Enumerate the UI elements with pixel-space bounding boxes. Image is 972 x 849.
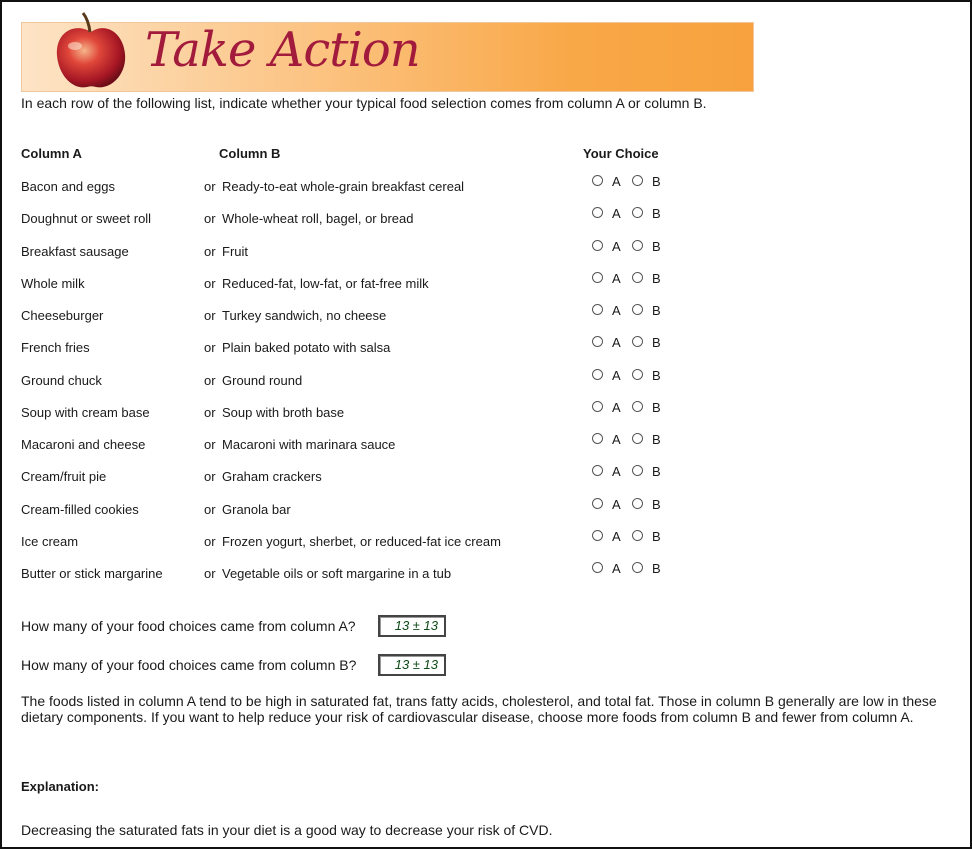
choice-a-label: A: [612, 335, 621, 351]
or-connector: or: [204, 243, 216, 259]
or-connector: or: [204, 533, 216, 549]
choice-a-label: A: [612, 367, 621, 383]
choice-b-label: B: [652, 528, 661, 544]
banner-title: Take Action: [145, 22, 420, 78]
column-b-food: Plain baked potato with salsa: [222, 340, 391, 356]
choice-b-radio[interactable]: [632, 304, 643, 315]
or-connector: or: [204, 340, 216, 356]
choice-a-label: A: [612, 528, 621, 544]
column-a-food: Breakfast sausage: [21, 243, 129, 259]
column-a-food: Doughnut or sweet roll: [21, 211, 152, 227]
choice-a-label: A: [612, 399, 621, 415]
choice-a-radio[interactable]: [592, 433, 603, 444]
or-connector: or: [204, 566, 216, 581]
choice-a-radio[interactable]: [592, 562, 603, 573]
or-connector: or: [204, 501, 216, 517]
choice-b-radio[interactable]: [632, 207, 643, 218]
table-row: [0, 270, 972, 293]
column-b-food: Frozen yogurt, sherbet, or reduced-fat ice cream: [222, 533, 501, 549]
choice-a-radio[interactable]: [592, 272, 603, 283]
choice-b-radio[interactable]: [632, 240, 643, 251]
column-b-food: Turkey sandwich, no cheese: [222, 308, 387, 323]
column-b-food: Reduced-fat, low-fat, or fat-free milk: [222, 275, 429, 291]
choice-a-label: A: [612, 206, 621, 222]
column-b-food: Whole-wheat roll, bagel, or bread: [222, 211, 414, 227]
choice-a-radio[interactable]: [592, 369, 603, 380]
choice-b-radio[interactable]: [632, 369, 643, 380]
choice-a-label: A: [612, 303, 621, 318]
table-row: [0, 208, 972, 228]
column-b-food: Graham crackers: [222, 469, 322, 485]
table-row: [0, 563, 972, 583]
or-connector: or: [204, 275, 216, 291]
column-a-food: Cream/fruit pie: [21, 469, 107, 485]
column-b-food: Ready-to-eat whole-grain breakfast cereal: [222, 179, 465, 194]
table-row: [0, 176, 972, 196]
choice-b-label: B: [652, 367, 661, 383]
or-connector: or: [204, 179, 216, 194]
choice-a-label: A: [612, 464, 621, 480]
question-column-a-label: How many of your food choices came from column A?: [21, 618, 356, 634]
choice-b-label: B: [652, 496, 661, 512]
column-a-food: Soup with cream base: [21, 404, 150, 420]
table-row: [0, 399, 972, 422]
apple-icon: [53, 10, 129, 90]
choice-b-radio[interactable]: [632, 175, 643, 186]
column-a-food: Cheeseburger: [21, 308, 104, 323]
column-b-food: Soup with broth base: [222, 404, 345, 420]
or-connector: or: [204, 437, 216, 452]
column-b-header: Column B: [219, 146, 281, 161]
choice-b-label: B: [652, 238, 661, 254]
choice-a-radio[interactable]: [592, 401, 603, 412]
choice-b-radio[interactable]: [632, 562, 643, 573]
choice-a-label: A: [612, 561, 621, 576]
choice-b-radio[interactable]: [632, 498, 643, 509]
choice-b-radio[interactable]: [632, 336, 643, 347]
table-row: [0, 466, 972, 486]
explanation-text: Decreasing the saturated fats in your diet is a good way to decrease your risk of CVD.: [21, 822, 553, 838]
choice-a-label: A: [612, 174, 621, 189]
choice-b-radio[interactable]: [632, 272, 643, 283]
choice-a-label: A: [612, 432, 621, 447]
choice-b-label: B: [652, 561, 661, 576]
choice-a-label: A: [612, 496, 621, 512]
choice-b-label: B: [652, 270, 661, 286]
column-a-food: Butter or stick margarine: [21, 566, 163, 581]
table-row: [0, 238, 972, 261]
choice-b-radio[interactable]: [632, 530, 643, 541]
column-a-header: Column A: [21, 146, 82, 161]
column-a-food: Whole milk: [21, 275, 85, 291]
column-a-food: French fries: [21, 340, 90, 356]
choice-b-label: B: [652, 174, 661, 189]
choice-b-label: B: [652, 432, 661, 447]
column-b-answer-field[interactable]: 13 ± 13: [378, 654, 446, 676]
or-connector: or: [204, 308, 216, 323]
choice-a-radio[interactable]: [592, 498, 603, 509]
column-a-food: Cream-filled cookies: [21, 501, 139, 517]
or-connector: or: [204, 372, 216, 388]
choice-a-radio[interactable]: [592, 336, 603, 347]
choice-b-label: B: [652, 206, 661, 222]
column-b-food: Granola bar: [222, 501, 291, 517]
choice-a-radio[interactable]: [592, 530, 603, 541]
choice-a-radio[interactable]: [592, 207, 603, 218]
choice-b-label: B: [652, 303, 661, 318]
table-row: [0, 305, 972, 325]
table-row: [0, 337, 972, 357]
column-b-food: Fruit: [222, 243, 248, 259]
instructions-text: In each row of the following list, indicate whether your typical food selection comes from column A or column B.: [21, 95, 707, 111]
column-b-food: Macaroni with marinara sauce: [222, 437, 396, 452]
table-row: [0, 528, 972, 551]
column-a-food: Macaroni and cheese: [21, 437, 146, 452]
feedback-paragraph: The foods listed in column A tend to be high in saturated fat, trans fatty acids, cholesterol, and total fat. Those in column B generally are low in these dietary components. If you want to help reduce your risk of cardiovascular disease, choose more foods from column B and fewer from column A.: [21, 693, 937, 725]
or-connector: or: [204, 469, 216, 485]
choice-a-radio[interactable]: [592, 240, 603, 251]
column-a-food: Bacon and eggs: [21, 179, 115, 194]
choice-a-radio[interactable]: [592, 175, 603, 186]
table-row: [0, 434, 972, 454]
column-b-food: Ground round: [222, 372, 303, 388]
choice-a-label: A: [612, 238, 621, 254]
question-column-b-label: How many of your food choices came from column B?: [21, 657, 357, 673]
choice-b-label: B: [652, 399, 661, 415]
your-choice-header: Your Choice: [583, 146, 659, 161]
explanation-label: Explanation:: [21, 779, 100, 794]
choice-b-radio[interactable]: [632, 433, 643, 444]
column-a-answer-field[interactable]: 13 ± 13: [378, 615, 446, 637]
choice-a-label: A: [612, 270, 621, 286]
choice-b-radio[interactable]: [632, 401, 643, 412]
choice-a-radio[interactable]: [592, 465, 603, 476]
choice-b-label: B: [652, 464, 661, 480]
or-connector: or: [204, 211, 216, 227]
choice-b-label: B: [652, 335, 661, 351]
table-row: [0, 367, 972, 390]
table-row: [0, 496, 972, 519]
choice-b-radio[interactable]: [632, 465, 643, 476]
column-a-food: Ice cream: [21, 533, 79, 549]
column-b-food: Vegetable oils or soft margarine in a tub: [222, 566, 452, 581]
or-connector: or: [204, 404, 216, 420]
choice-a-radio[interactable]: [592, 304, 603, 315]
column-a-food: Ground chuck: [21, 372, 102, 388]
